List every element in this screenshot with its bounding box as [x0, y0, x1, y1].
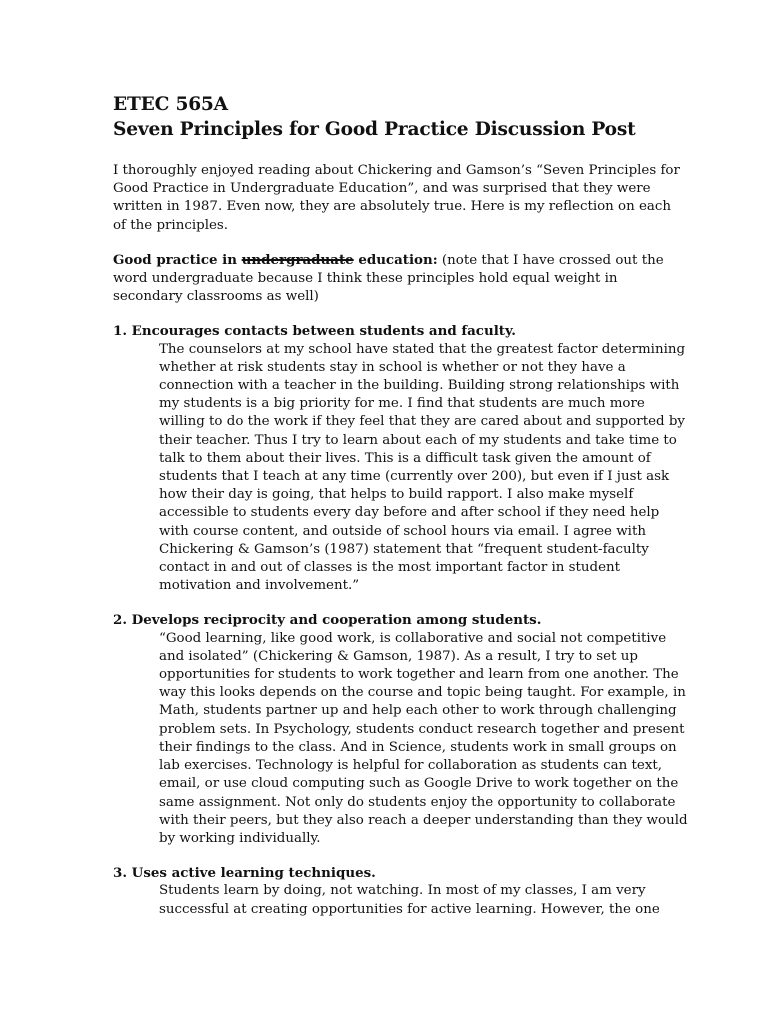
intro-paragraph: I thoroughly enjoyed reading about Chickering and Gamson’s “Seven Principles for Good Practice in Undergraduate Education”, and was surprised that they were written in 1987. Even now, they are absolutely true. Here is my reflection on each of the principles.: [113, 163, 680, 233]
good-practice-note: (note that I have crossed out the word undergraduate because I think these principles hold equal weight in secondary classrooms as well): [113, 252, 664, 305]
principle-body: “Good learning, like good work, is collaborative and social not competitive and isolated” (Chickering & Gamson, 1987). As a result, I try to set up opportunities for students to work together and learn from one another. The way this looks depends on the course and topic being taught. For example, in Math, students partner up and help each other to work through challenging problem sets. In Psychology, students conduct research together and present their findings to the class. And in Science, students work in small groups on lab exercises. Technology is helpful for collaboration as students can text, email, or use cloud computing such as Google Drive to work together on the same assignment. Not only do students enjoy the opportunity to collaborate with their peers, but they also reach a deeper understanding than they would by working individually.: [159, 630, 688, 846]
course-code: ETEC 565A: [113, 94, 228, 115]
principle-3: [113, 864, 688, 919]
struck-word: undergraduate: [241, 251, 354, 268]
good-practice-lead-end: education:: [353, 251, 438, 268]
principle-heading: 2. Develops reciprocity and cooperation among students.: [113, 612, 542, 629]
principle-body: The counselors at my school have stated that the greatest factor determining whether at risk students stay in school is whether or not they have a connection with a teacher in the building. Building strong relationships with my students is a big priority for me. I find that students are much more willing to do the work if they feel that they are cared about and supported by their teacher. Thus I try to learn about each of my students and take time to talk to them about their lives. This is a difficult task given the amount of students that I teach at any time (currently over 200), but even if I just ask how their day is going, that helps to build rapport. I also make myself accessible to students every day before and after school if they need help with course content, and outside of school hours via email. I agree with Chickering & Gamson’s (1987) statement that “frequent student-faculty contact in and out of classes is the most important factor in student motivation and involvement.”: [159, 341, 686, 594]
good-practice-statement: [113, 251, 688, 307]
principle-heading: 3. Uses active learning techniques.: [113, 865, 376, 882]
good-practice-lead: Good practice in: [113, 251, 242, 268]
principle-1: [113, 322, 688, 595]
page-title: Seven Principles for Good Practice Discussion Post: [113, 119, 636, 140]
title-block: [113, 92, 688, 142]
principle-body: Students learn by doing, not watching. In most of my classes, I am very successful at creating opportunities for active learning. However, the one: [159, 883, 660, 917]
principle-heading: 1. Encourages contacts between students and faculty.: [113, 323, 516, 340]
principle-2: [113, 611, 688, 848]
